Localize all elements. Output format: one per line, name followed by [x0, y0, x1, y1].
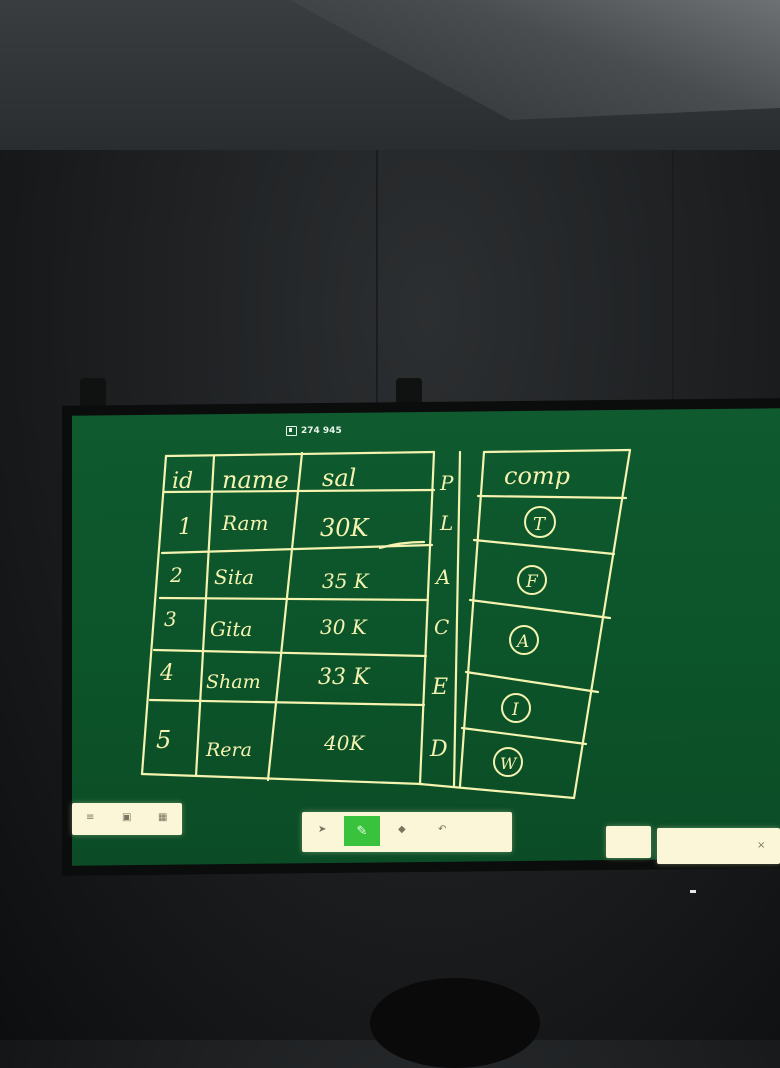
cell-sal: 35 K [322, 569, 369, 593]
cell-id: 5 [156, 726, 172, 754]
place-letter: P [440, 471, 454, 495]
comp-letter: F [526, 572, 538, 592]
undo-icon[interactable]: ↶ [438, 824, 447, 835]
cell-name: Ram [222, 511, 269, 535]
header-id: id [172, 469, 194, 494]
slides-icon[interactable]: ▣ [122, 812, 132, 823]
audience-head [370, 978, 540, 1068]
place-letter: C [434, 615, 450, 639]
toolbar-left[interactable] [72, 803, 182, 835]
place-letter: A [436, 565, 451, 589]
cell-sal: 30K [320, 514, 369, 542]
header-sal: sal [322, 464, 357, 492]
pen-button[interactable] [344, 816, 380, 846]
menu-icon[interactable]: ≡ [86, 812, 95, 823]
toolbar-center[interactable] [302, 812, 512, 852]
header-comp: comp [504, 462, 571, 490]
cell-id: 4 [160, 661, 174, 686]
place-letter: E [432, 675, 449, 700]
close-icon[interactable]: × [757, 840, 766, 851]
comp-letter: I [512, 700, 519, 720]
header-name: name [222, 466, 289, 494]
meeting-id-label: 274 945 [301, 426, 342, 436]
cell-sal: 33 K [318, 665, 370, 690]
cell-name: Gita [210, 617, 253, 641]
board-mount [80, 378, 106, 408]
wall-seam [672, 150, 674, 410]
toolbar-right[interactable] [657, 828, 780, 864]
cell-name: Sham [206, 671, 261, 693]
cell-sal: 40K [324, 731, 365, 755]
meeting-id-icon [286, 426, 297, 436]
pointer-icon[interactable]: ➤ [318, 824, 327, 835]
cell-id: 3 [164, 607, 177, 631]
meeting-id [286, 426, 342, 436]
eraser-icon[interactable]: ◆ [398, 824, 406, 835]
place-letter: D [430, 737, 448, 762]
green-board[interactable] [72, 408, 780, 865]
pen-icon: ✎ [356, 823, 368, 839]
grid-icon[interactable]: ▦ [158, 812, 168, 823]
comp-letter: A [517, 632, 530, 652]
place-letter: L [440, 511, 454, 535]
cell-id: 2 [170, 563, 183, 587]
cell-name: Sita [214, 565, 255, 589]
power-led [690, 890, 696, 893]
wall-seam [376, 150, 378, 410]
toolbar-right-button[interactable] [606, 826, 651, 858]
comp-letter: T [533, 514, 546, 535]
cell-id: 1 [178, 515, 192, 540]
cell-sal: 30 K [320, 615, 367, 639]
comp-letter: W [500, 754, 517, 773]
cell-name: Rera [206, 739, 252, 761]
